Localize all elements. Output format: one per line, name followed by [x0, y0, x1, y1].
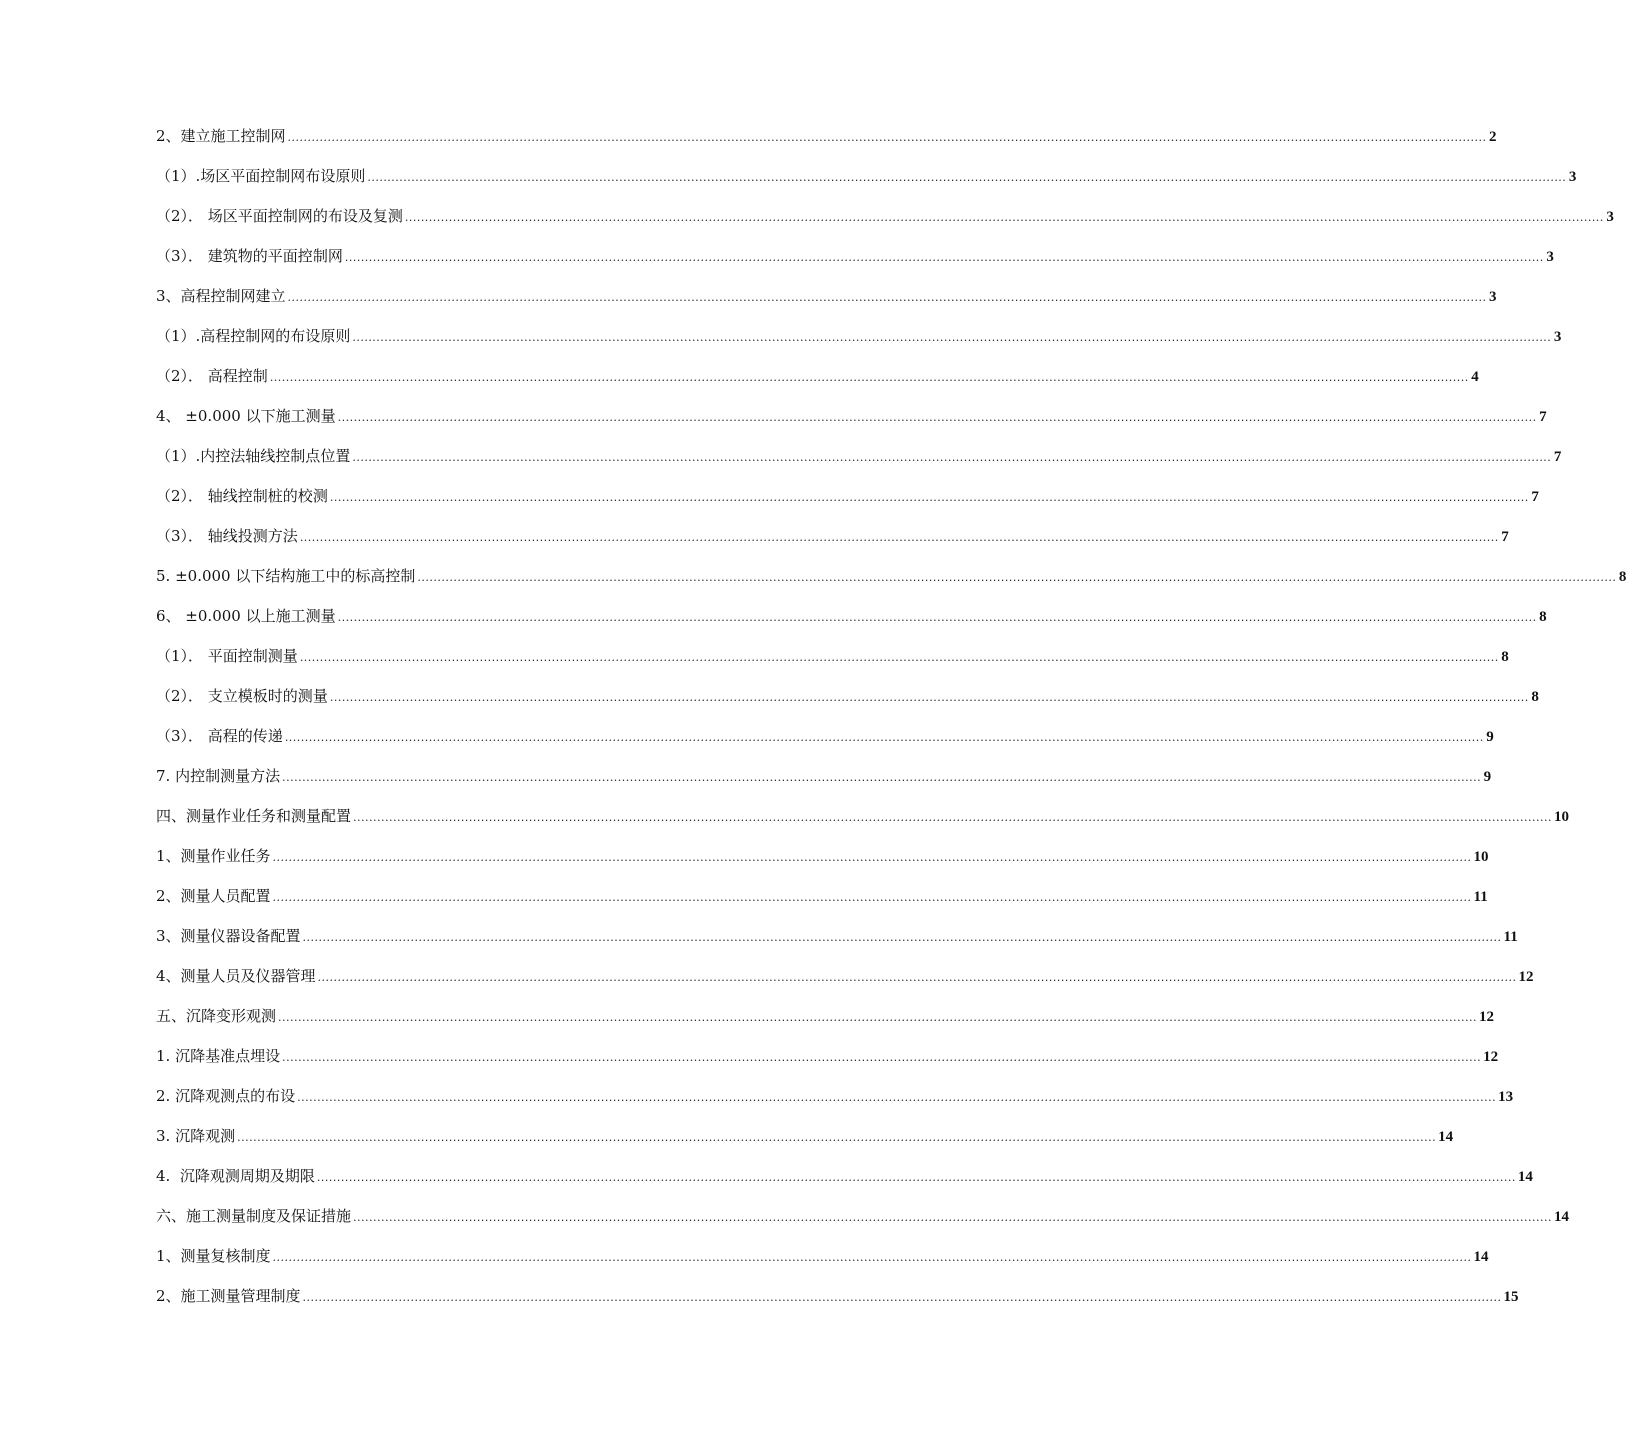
toc-entry-page: 3 [1489, 289, 1497, 305]
toc-entry-title: 2、测量人员配置 [156, 887, 271, 905]
toc-entry[interactable] [156, 885, 1488, 925]
toc-entry-page: 4 [1471, 369, 1479, 385]
toc-entry-page: 7 [1501, 529, 1509, 545]
toc-entry-page: 9 [1483, 769, 1492, 785]
toc-entry-title: （3）． 高程的传递 [156, 727, 283, 745]
toc-dot-leader: ............................................................................................................................................................................................................................................................................................................ [302, 931, 1502, 944]
toc-entry-page: 3 [1568, 169, 1577, 185]
toc-entry[interactable] [156, 485, 1539, 525]
toc-entry-page: 14 [1517, 1169, 1533, 1185]
toc-dot-leader: ............................................................................................................................................................................................................................................................................................................ [284, 731, 1484, 744]
toc-entry-title: 1、测量作业任务 [156, 847, 271, 865]
toc-dot-leader: ............................................................................................................................................................................................................................................................................................................ [317, 971, 1517, 984]
toc-dot-leader: ............................................................................................................................................................................................................................................................................................................ [282, 771, 1482, 784]
toc-entry-title: （1）.高程控制网的布设原则 [156, 327, 351, 345]
toc-dot-leader: ............................................................................................................................................................................................................................................................................................................ [337, 611, 1537, 624]
toc-entry-page: 3 [1606, 209, 1614, 225]
toc-entry-title: 3、高程控制网建立 [156, 287, 286, 305]
table-of-contents [156, 125, 1626, 1325]
toc-entry[interactable] [156, 725, 1494, 765]
toc-entry-page: 12 [1483, 1049, 1499, 1065]
toc-dot-leader: ............................................................................................................................................................................................................................................................................................................ [352, 451, 1552, 464]
toc-entry-title: 4、 ±0.000 以下施工测量 [156, 407, 336, 425]
toc-dot-leader: ............................................................................................................................................................................................................................................................................................................ [237, 1131, 1437, 1144]
toc-entry-title: 六、施工测量制度及保证措施 [156, 1207, 352, 1225]
toc-entry-page: 3 [1546, 249, 1554, 265]
toc-entry-title: 五、沉降变形观测 [156, 1007, 277, 1025]
toc-dot-leader: ............................................................................................................................................................................................................................................................................................................ [272, 891, 1472, 904]
toc-dot-leader: ............................................................................................................................................................................................................................................................................................................ [352, 331, 1552, 344]
toc-entry[interactable] [156, 1245, 1489, 1285]
toc-entry[interactable] [156, 925, 1518, 965]
toc-dot-leader: ............................................................................................................................................................................................................................................................................................................ [299, 531, 1499, 544]
toc-dot-leader: ............................................................................................................................................................................................................................................................................................................ [353, 811, 1552, 824]
toc-dot-leader: ............................................................................................................................................................................................................................................................................................................ [417, 571, 1617, 584]
toc-entry[interactable] [156, 1285, 1519, 1325]
toc-entry-title: 6、 ±0.000 以上施工测量 [156, 607, 336, 625]
toc-entry-page: 15 [1503, 1289, 1519, 1305]
toc-entry-title: （3）． 轴线投测方法 [156, 527, 298, 545]
toc-entry-page: 8 [1618, 569, 1626, 585]
toc-dot-leader: ............................................................................................................................................................................................................................................................................................................ [269, 371, 1469, 384]
toc-entry-page: 10 [1554, 809, 1569, 825]
toc-entry-page: 14 [1473, 1249, 1489, 1265]
toc-dot-leader: ............................................................................................................................................................................................................................................................................................................ [287, 291, 1487, 304]
toc-entry-page: 3 [1553, 329, 1562, 345]
toc-entry[interactable] [156, 245, 1554, 285]
toc-entry-page: 11 [1503, 929, 1518, 945]
toc-entry-page: 7 [1553, 449, 1562, 465]
toc-entry-page: 8 [1501, 649, 1509, 665]
toc-dot-leader: ............................................................................................................................................................................................................................................................................................................ [297, 1091, 1497, 1104]
toc-dot-leader: ............................................................................................................................................................................................................................................................................................................ [329, 491, 1529, 504]
toc-dot-leader: ............................................................................................................................................................................................................................................................................................................ [353, 1211, 1552, 1224]
toc-entry-page: 10 [1473, 849, 1489, 865]
toc-dot-leader: ............................................................................................................................................................................................................................................................................................................ [272, 1251, 1472, 1264]
toc-entry-title: 3、测量仪器设备配置 [156, 927, 301, 945]
toc-entry-title: （3）． 建筑物的平面控制网 [156, 247, 343, 265]
toc-entry-title: （2）． 场区平面控制网的布设及复测 [156, 207, 403, 225]
toc-dot-leader: ............................................................................................................................................................................................................................................................................................................ [282, 1051, 1482, 1064]
toc-entry-page: 7 [1531, 489, 1539, 505]
toc-entry[interactable] [156, 765, 1492, 805]
toc-entry[interactable] [156, 1205, 1569, 1245]
toc-entry-title: 四、测量作业任务和测量配置 [156, 807, 352, 825]
toc-dot-leader: ............................................................................................................................................................................................................................................................................................................ [329, 691, 1529, 704]
toc-dot-leader: ............................................................................................................................................................................................................................................................................................................ [278, 1011, 1477, 1024]
toc-entry[interactable] [156, 285, 1497, 325]
toc-entry-title: 2. 沉降观测点的布设 [156, 1087, 296, 1105]
toc-entry[interactable] [156, 965, 1534, 1005]
toc-entry[interactable] [156, 325, 1562, 365]
toc-entry-title: 1、测量复核制度 [156, 1247, 271, 1265]
toc-entry[interactable] [156, 125, 1497, 165]
toc-entry-page: 8 [1539, 609, 1547, 625]
toc-entry-title: （1）.场区平面控制网布设原则 [156, 167, 366, 185]
toc-entry-title: （1）． 平面控制测量 [156, 647, 298, 665]
toc-dot-leader: ............................................................................................................................................................................................................................................................................................................ [337, 411, 1537, 424]
toc-entry-title: （2）． 轴线控制桩的校测 [156, 487, 328, 505]
toc-entry-title: 3. 沉降观测 [156, 1127, 236, 1145]
toc-entry[interactable] [156, 605, 1547, 645]
toc-entry-page: 14 [1438, 1129, 1454, 1145]
toc-entry-title: （2）． 高程控制 [156, 367, 268, 385]
toc-entry[interactable] [156, 405, 1547, 445]
toc-entry-page: 11 [1473, 889, 1488, 905]
toc-dot-leader: ............................................................................................................................................................................................................................................................................................................ [344, 251, 1544, 264]
toc-entry-page: 12 [1479, 1009, 1494, 1025]
toc-entry[interactable] [156, 1085, 1514, 1125]
toc-entry[interactable] [156, 685, 1539, 725]
toc-entry[interactable] [156, 1045, 1499, 1085]
toc-entry-title: 5. ±0.000 以下结构施工中的标高控制 [156, 567, 416, 585]
toc-entry[interactable] [156, 1165, 1533, 1205]
toc-entry-title: 1. 沉降基准点埋设 [156, 1047, 281, 1065]
toc-entry[interactable] [156, 1125, 1454, 1165]
toc-entry-title: （1）.内控法轴线控制点位置 [156, 447, 351, 465]
toc-entry[interactable] [156, 205, 1614, 245]
toc-entry[interactable] [156, 525, 1509, 565]
toc-entry[interactable] [156, 1005, 1494, 1045]
toc-entry[interactable] [156, 165, 1577, 205]
toc-entry-title: 2、建立施工控制网 [156, 127, 286, 145]
toc-entry-page: 9 [1486, 729, 1494, 745]
toc-entry-page: 2 [1489, 129, 1497, 145]
toc-entry-page: 14 [1554, 1209, 1569, 1225]
toc-entry[interactable] [156, 445, 1562, 485]
toc-entry-title: 2、施工测量管理制度 [156, 1287, 301, 1305]
toc-dot-leader: ............................................................................................................................................................................................................................................................................................................ [302, 1291, 1502, 1304]
toc-dot-leader: ............................................................................................................................................................................................................................................................................................................ [272, 851, 1472, 864]
toc-entry-page: 7 [1539, 409, 1547, 425]
toc-entry-title: 4、测量人员及仪器管理 [156, 967, 316, 985]
toc-entry-title: （2）． 支立模板时的测量 [156, 687, 328, 705]
toc-entry-title: 4. 沉降观测周期及期限 [156, 1167, 315, 1185]
toc-entry-page: 12 [1518, 969, 1534, 985]
toc-dot-leader: ............................................................................................................................................................................................................................................................................................................ [404, 211, 1604, 224]
toc-entry[interactable] [156, 805, 1569, 845]
toc-dot-leader: ............................................................................................................................................................................................................................................................................................................ [299, 651, 1499, 664]
toc-dot-leader: ............................................................................................................................................................................................................................................................................................................ [316, 1171, 1516, 1184]
toc-entry-page: 13 [1498, 1089, 1514, 1105]
toc-entry[interactable] [156, 365, 1479, 405]
toc-entry[interactable] [156, 565, 1626, 605]
toc-entry[interactable] [156, 845, 1489, 885]
toc-dot-leader: ............................................................................................................................................................................................................................................................................................................ [287, 131, 1487, 144]
toc-entry-title: 7. 内控制测量方法 [156, 767, 281, 785]
toc-entry-page: 8 [1531, 689, 1539, 705]
toc-entry[interactable] [156, 645, 1509, 685]
toc-dot-leader: ............................................................................................................................................................................................................................................................................................................ [367, 171, 1567, 184]
